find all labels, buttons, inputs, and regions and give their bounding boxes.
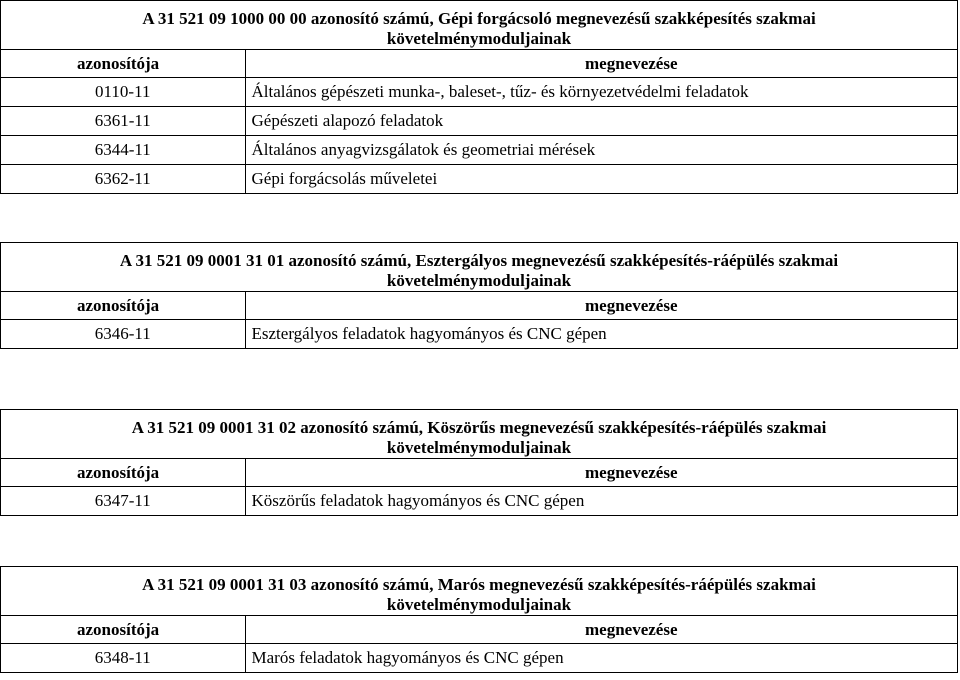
table-title: A 31 521 09 1000 00 00 azonosító számú, Gépi forgácsoló megnevezésű szakképesítés szakmai követelménymoduljainak (1, 1, 957, 50)
module-table-koszorus (0, 409, 958, 516)
table-title: A 31 521 09 0001 31 03 azonosító számú, Marós megnevezésű szakképesítés-ráépülés szakmai követelménymoduljainak (1, 567, 957, 616)
header-id: azonosítója (1, 50, 245, 78)
module-table-esztergalyos (0, 242, 958, 349)
table-title: A 31 521 09 0001 31 02 azonosító számú, Köszörűs megnevezésű szakképesítés-ráépülés szakmai követelménymoduljainak (1, 410, 957, 459)
table-row: 6348-11 Marós feladatok hagyományos és CNC gépen (1, 644, 957, 673)
header-name: megnevezése (245, 292, 957, 320)
module-table-maros (0, 566, 958, 673)
table-row: 6346-11 Esztergályos feladatok hagyományos és CNC gépen (1, 320, 957, 349)
table-row: 6362-11 Gépi forgácsolás műveletei (1, 165, 957, 194)
header-id: azonosítója (1, 292, 245, 320)
header-id: azonosítója (1, 616, 245, 644)
table-row: 0110-11 Általános gépészeti munka-, baleset-, tűz- és környezetvédelmi feladatok (1, 78, 957, 107)
header-name: megnevezése (245, 459, 957, 487)
table-row: 6361-11 Gépészeti alapozó feladatok (1, 107, 957, 136)
header-name: megnevezése (245, 50, 957, 78)
table-title: A 31 521 09 0001 31 01 azonosító számú, Esztergályos megnevezésű szakképesítés-ráépülés szakmai követelménymoduljainak (1, 243, 957, 292)
module-table-gepi-forgacsolo (0, 0, 958, 194)
table-row: 6347-11 Köszörűs feladatok hagyományos és CNC gépen (1, 487, 957, 516)
header-id: azonosítója (1, 459, 245, 487)
table-row: 6344-11 Általános anyagvizsgálatok és geometriai mérések (1, 136, 957, 165)
header-name: megnevezése (245, 616, 957, 644)
